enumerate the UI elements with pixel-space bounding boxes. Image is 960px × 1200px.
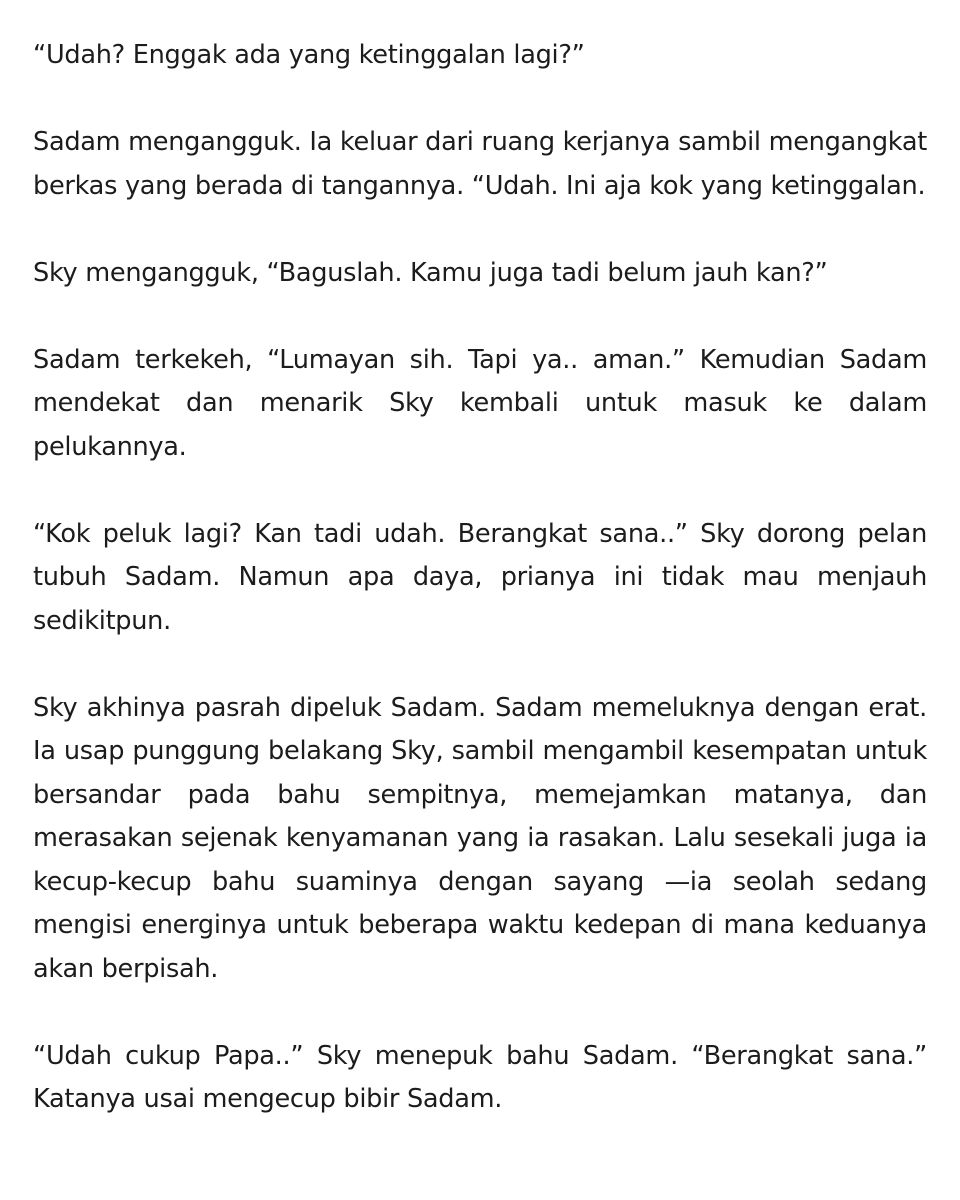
- paragraph-7: “Udah cukup Papa..” Sky menepuk bahu Sadam. “Berangkat sana.” Katanya usai mengecup bibir Sadam.: [33, 1040, 927, 1114]
- paragraph-4: Sadam terkekeh, “Lumayan sih. Tapi ya.. aman.” Kemudian Sadam mendekat dan menarik Sky kembali untuk masuk ke dalam pelukannya.: [33, 344, 927, 462]
- paragraph-2: Sadam mengangguk. Ia keluar dari ruang kerjanya sambil mengangkat berkas yang berada di tangannya. “Udah. Ini aja kok yang ketinggalan.: [33, 127, 927, 201]
- paragraph-1: “Udah? Enggak ada yang ketinggalan lagi?”: [33, 40, 585, 70]
- paragraph-5: “Kok peluk lagi? Kan tadi udah. Berangkat sana..” Sky dorong pelan tubuh Sadam. Namun apa daya, prianya ini tidak mau menjauh sedikitpun.: [33, 518, 927, 636]
- paragraph-6: Sky akhinya pasrah dipeluk Sadam. Sadam memeluknya dengan erat. Ia usap punggung belakang Sky, sambil mengambil kesempatan untuk bersandar pada bahu sempitnya, memejamkan matanya, dan merasakan sejenak kenyamanan yang ia rasakan. Lalu sesekali juga ia kecup-kecup bahu suaminya dengan sayang —ia seolah sedang mengisi energinya untuk beberapa waktu kedepan di mana keduanya akan berpisah.: [33, 692, 927, 984]
- paragraph-3: Sky mengangguk, “Baguslah. Kamu juga tadi belum jauh kan?”: [33, 257, 828, 288]
